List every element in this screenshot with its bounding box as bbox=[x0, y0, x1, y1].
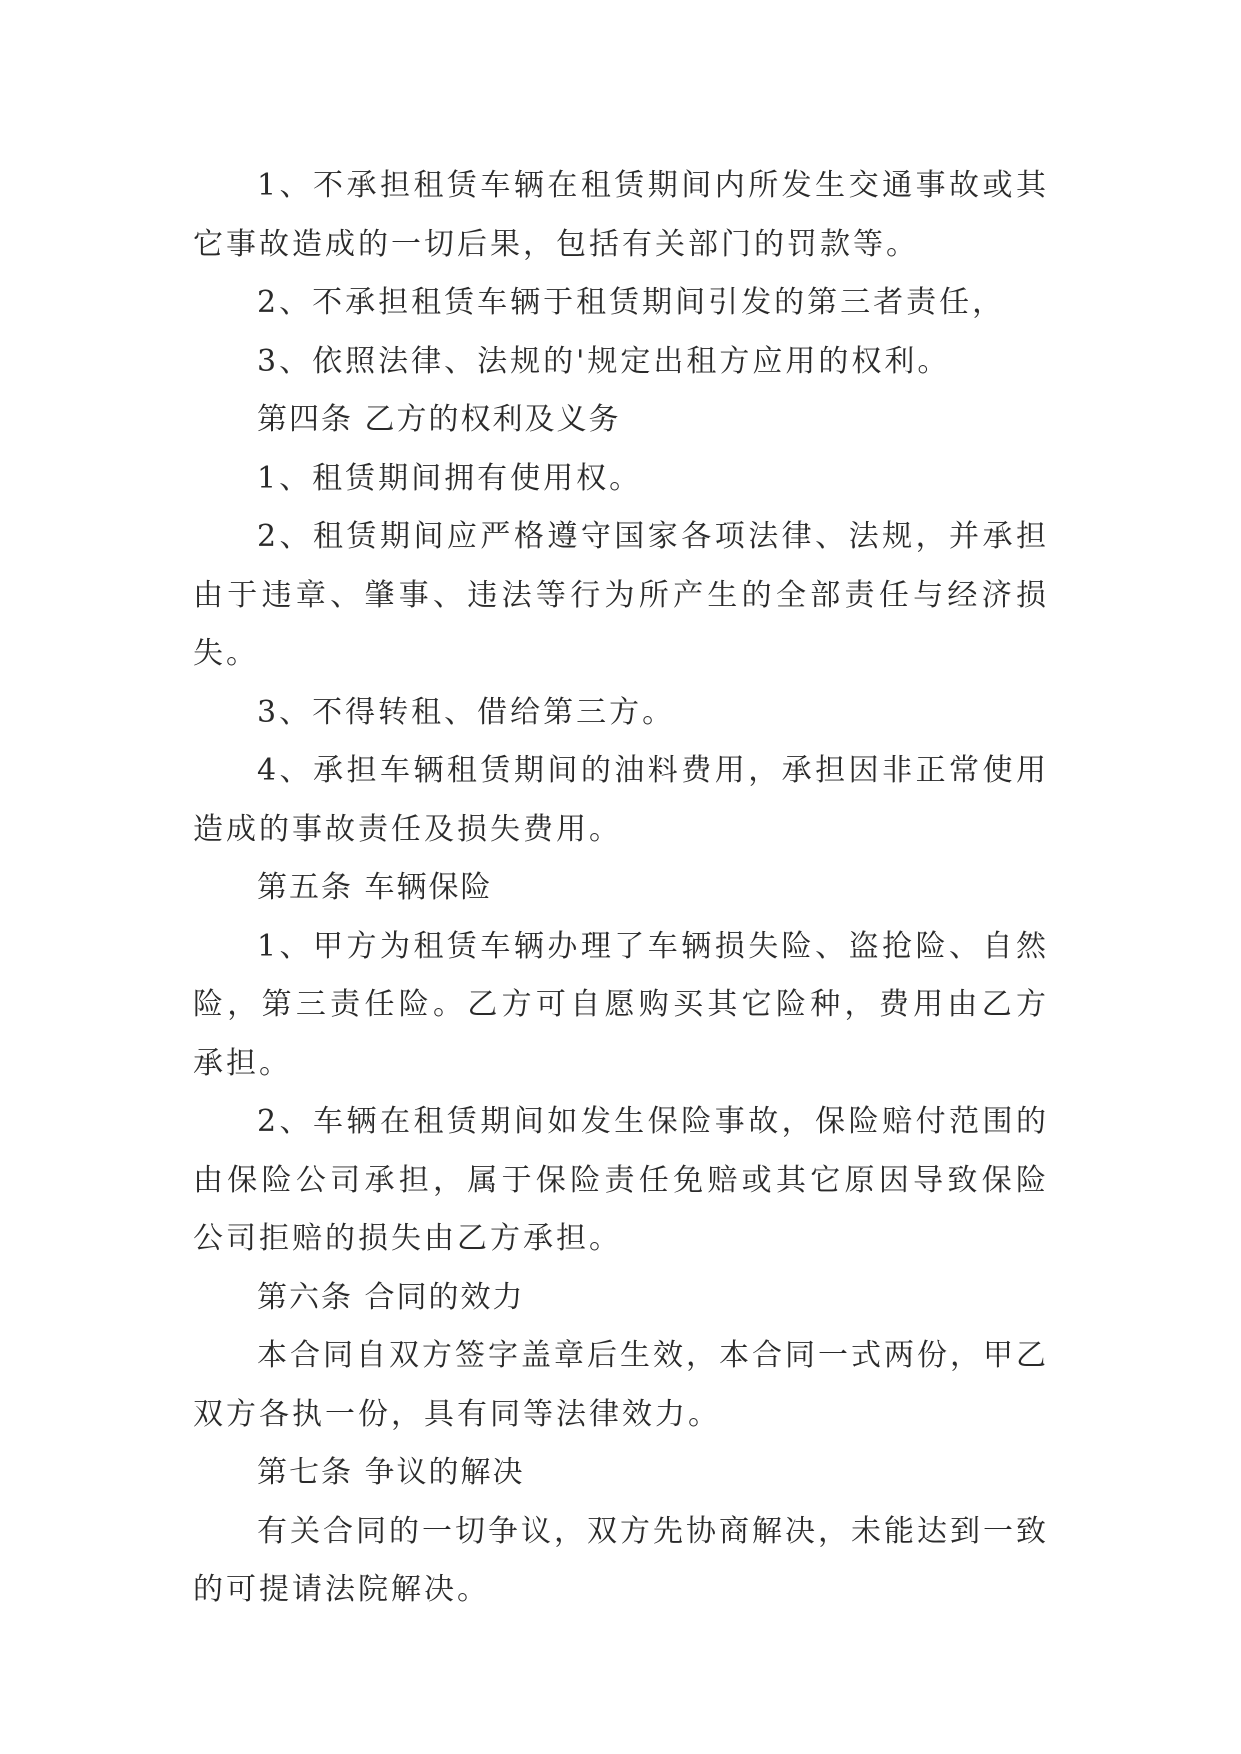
clause-paragraph: 有关合同的一切争议，双方先协商解决，未能达到一致的可提请法院解决。 bbox=[193, 1513, 1049, 1607]
clause-paragraph: 1、租赁期间拥有使用权。 bbox=[257, 460, 643, 496]
clause-paragraph: 3、不得转租、借给第三方。 bbox=[257, 694, 676, 730]
article-heading: 第六条 合同的效力 bbox=[257, 1279, 525, 1315]
article-heading: 第七条 争议的解决 bbox=[257, 1455, 525, 1490]
clause-paragraph: 2、不承担租赁车辆于租赁期间引发的第三者责任， bbox=[257, 285, 1006, 320]
article-heading: 第四条 乙方的权利及义务 bbox=[257, 402, 621, 437]
clause-paragraph: 2、租赁期间应严格遵守国家各项法律、法规，并承担由于违章、肇事、违法等行为所产生的全部责任与经济损失。 bbox=[193, 519, 1049, 671]
clause-paragraph: 4、承担车辆租赁期间的油料费用，承担因非正常使用造成的事故责任及损失费用。 bbox=[193, 753, 1049, 847]
clause-paragraph: 2、车辆在租赁期间如发生保险事故，保险赔付范围的由保险公司承担，属于保险责任免赔或其它原因导致保险公司拒赔的损失由乙方承担。 bbox=[193, 1104, 1049, 1256]
clause-paragraph: 本合同自双方签字盖章后生效，本合同一式两份，甲乙双方各执一份，具有同等法律效力。 bbox=[193, 1338, 1049, 1432]
article-heading: 第五条 车辆保险 bbox=[257, 870, 493, 905]
document-body bbox=[193, 157, 1049, 1620]
clause-paragraph: 1、不承担租赁车辆在租赁期间内所发生交通事故或其它事故造成的一切后果，包括有关部门的罚款等。 bbox=[193, 168, 1049, 262]
clause-paragraph: 1、甲方为租赁车辆办理了车辆损失险、盗抢险、自然险，第三责任险。乙方可自愿购买其它险种，费用由乙方承担。 bbox=[193, 928, 1049, 1081]
clause-paragraph: 3、依照法律、法规的'规定出租方应用的权利。 bbox=[257, 343, 951, 379]
